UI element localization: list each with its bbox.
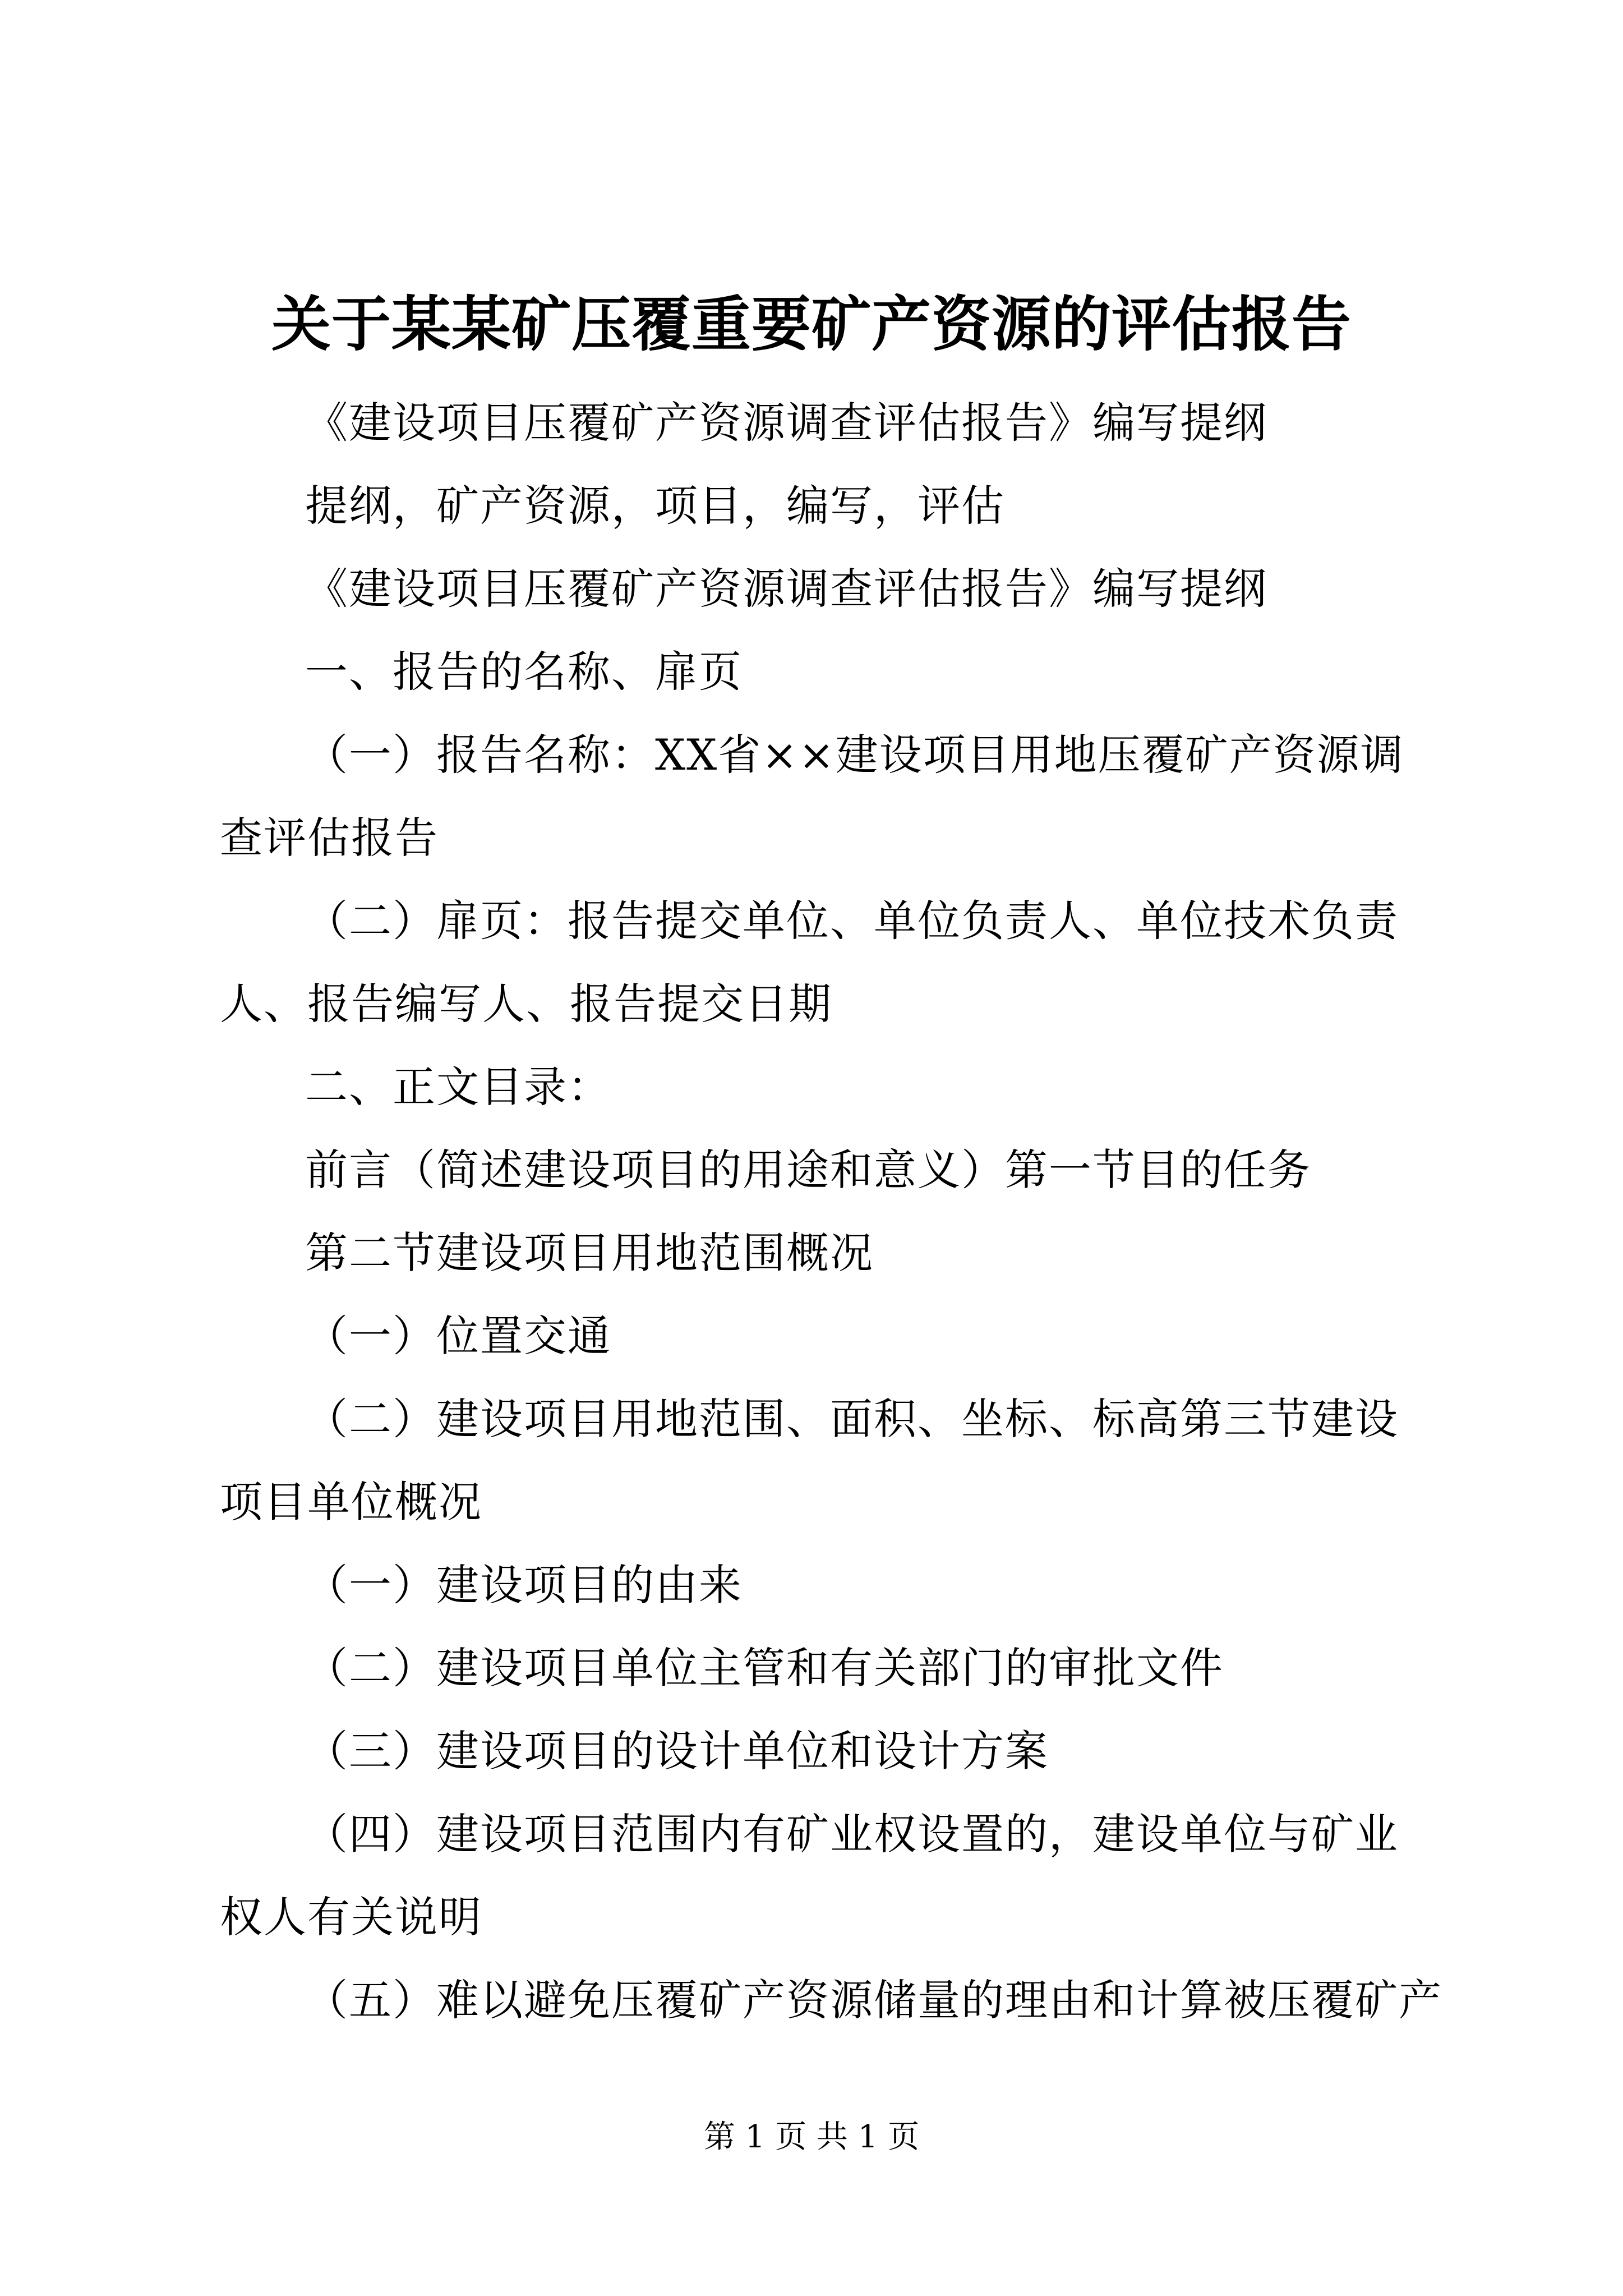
paragraph: 二、正文目录：: [305, 1062, 611, 1112]
page-footer: 第 1 页 共 1 页: [703, 2119, 920, 2155]
paragraph: （五）难以避免压覆矿产资源储量的理由和计算被压覆矿产: [305, 1975, 1442, 2025]
paragraph: （二）建设项目用地范围、面积、坐标、标高第三节建设项目单位概况: [220, 1394, 1399, 1527]
paragraph: 前言（简述建设项目的用途和意义）第一节目的任务: [305, 1145, 1311, 1195]
paragraph: 《建设项目压覆矿产资源调查评估报告》编写提纲: [305, 564, 1267, 614]
paragraph: （二）扉页：报告提交单位、单位负责人、单位技术负责人、报告编写人、报告提交日期: [220, 896, 1399, 1029]
paragraph: （三）建设项目的设计单位和设计方案: [305, 1726, 1049, 1776]
paragraph: （一）位置交通: [305, 1311, 611, 1361]
document-title: 关于某某矿压覆重要矿产资源的评估报告: [271, 289, 1352, 359]
paragraph: 一、报告的名称、扉页: [305, 647, 743, 697]
paragraph: （一）建设项目的由来: [305, 1560, 743, 1610]
paragraph: （四）建设项目范围内有矿业权设置的，建设单位与矿业权人有关说明: [220, 1809, 1399, 1942]
document-body: [220, 381, 1442, 2042]
paragraph: （一）报告名称：XX省××建设项目用地压覆矿产资源调查评估报告: [220, 730, 1404, 863]
paragraph: 《建设项目压覆矿产资源调查评估报告》编写提纲: [305, 398, 1267, 448]
paragraph: 第二节建设项目用地范围概况: [305, 1228, 874, 1278]
paragraph: 提纲，矿产资源，项目，编写，评估: [305, 481, 1005, 531]
paragraph: （二）建设项目单位主管和有关部门的审批文件: [305, 1643, 1224, 1693]
